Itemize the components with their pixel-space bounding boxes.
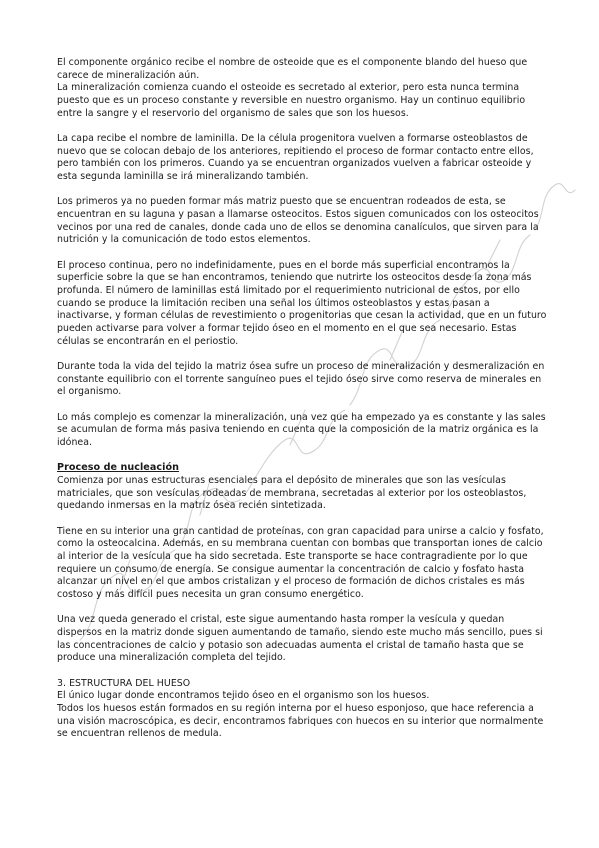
paragraph-text: Durante toda la vida del tejido la matriz ósea sufre un proceso de mineralización y desmeralización en constante equilibrio con el torrente sanguíneo pues el tejido óseo sirve como reserva de minerales en el organismo. bbox=[57, 361, 545, 398]
paragraph-mineralizacion bbox=[57, 361, 547, 399]
section-heading: Proceso de nucleación bbox=[57, 462, 179, 474]
paragraph-text: El único lugar donde encontramos tejido óseo en el organismo son los huesos. bbox=[57, 690, 430, 702]
paragraph-text: El componente orgánico recibe el nombre de osteoide que es el componente blando del hueso que carece de mineralización aún. bbox=[57, 57, 528, 81]
document-page bbox=[57, 57, 547, 754]
paragraph-osteocitos bbox=[57, 196, 547, 247]
paragraph-text: Comienza por unas estructuras esenciales para el depósito de minerales que son las vesículas matriciales, que son vesículas rodeadas de membrana, secretadas al exterior por los osteoblastos, quedando inmersas en la matriz ósea recién sintetizada. bbox=[57, 474, 527, 512]
paragraph-text: Lo más complejo es comenzar la mineralización, una vez que ha empezado ya es constante y las sales se acumulan de forma más pasiva teniendo en cuenta que la composición de la matriz orgánica es la idónea. bbox=[57, 411, 546, 449]
paragraph-text: Los primeros ya no pueden formar más matriz puesto que se encuentran rodeados de esta, se encuentran en su laguna y pasan a llamarse osteocitos. Estos siguen comunicados con los osteocitos vecinos por una red de canales, donde cada uno de ellos se denomina canalículos, que sirven para la nutrición y la comunicación de todo estos elementos. bbox=[57, 196, 539, 246]
paragraph-text: El proceso continua, pero no indefinidamente, pues en el borde más superficial encontramos la superficie sobre la que se han encontramos, teniendo que nutrirte los osteocitos desde la zona más profunda. El número de laminillas está limitado por el requerimiento nutricional de estos, por ello cuando se produce la limitación reciben una señal los últimos osteoblastos y estas pasan a inactivarse, y forman células de revestimiento o progenitorias que cesan la actividad, que en un futuro pueden activarse para volver a formar tejido óseo en el momento en el que sea necesario. Estas células se encontrarán en el periostio. bbox=[57, 259, 547, 347]
paragraph-laminilla bbox=[57, 133, 547, 184]
paragraph-text: La capa recibe el nombre de laminilla. De la célula progenitora vuelven a formarse osteoblastos de nuevo que se colocan debajo de los anteriores, repitiendo el proceso de formar contacto entre ellos, pero también con los primeros. Cuando ya se encuentran organizados vuelven a fabricar osteoide y esta segunda laminilla se irá mineralizando también. bbox=[57, 133, 534, 183]
paragraph-proteinas bbox=[57, 526, 547, 602]
paragraph-complejo bbox=[57, 412, 547, 450]
paragraph-text: Una vez queda generado el cristal, este sigue aumentando hasta romper la vesícula y quedan dispersos en la matriz donde siguen aumentando de tamaño, siendo este mucho más sencillo, pues si las concentraciones de calcio y potasio son adecuadas aumenta el cristal de tamaño hasta que se produce una mineralización completa del tejido. bbox=[57, 614, 543, 664]
paragraph-text: Tiene en su interior una gran cantidad de proteínas, con gran capacidad para unirse a calcio y fosfato, como la osteocalcina. Además, en su membrana cuentan con bombas que transportan iones de calcio al interior de la vesícula que ha sido secretada. Este transporte se hace contragradiente por lo que requiere un consumo de energía. Se consigue aumentar la concentración de calcio y fosfato hasta alcanzar un nivel en el que ambos cristalizan y el proceso de formación de dichos cristales es más costoso y más difícil pues necesita un gran consumo energético. bbox=[57, 525, 544, 601]
paragraph-text: Todos los huesos están formados en su región interna por el hueso esponjoso, que hace referencia a una visión macroscópica, es decir, encontramos fabriques con huecos en su interior que normalmente se encuentran rellenos de medula. bbox=[57, 703, 544, 740]
section-title: 3. ESTRUCTURA DEL HUESO bbox=[57, 677, 191, 689]
paragraph-osteoide bbox=[57, 57, 547, 121]
section-structure bbox=[57, 678, 547, 742]
section-nucleation bbox=[57, 462, 547, 513]
paragraph-proceso bbox=[57, 260, 547, 349]
paragraph-cristal bbox=[57, 614, 547, 665]
paragraph-text: La mineralización comienza cuando el osteoide es secretado al exterior, pero esta nunca termina puesto que es un proceso constante y reversible en nuestro organismo. Hay un continuo equilibrio entre la sangre y el reservorio del organismo de sales que son los huesos. bbox=[57, 82, 526, 119]
